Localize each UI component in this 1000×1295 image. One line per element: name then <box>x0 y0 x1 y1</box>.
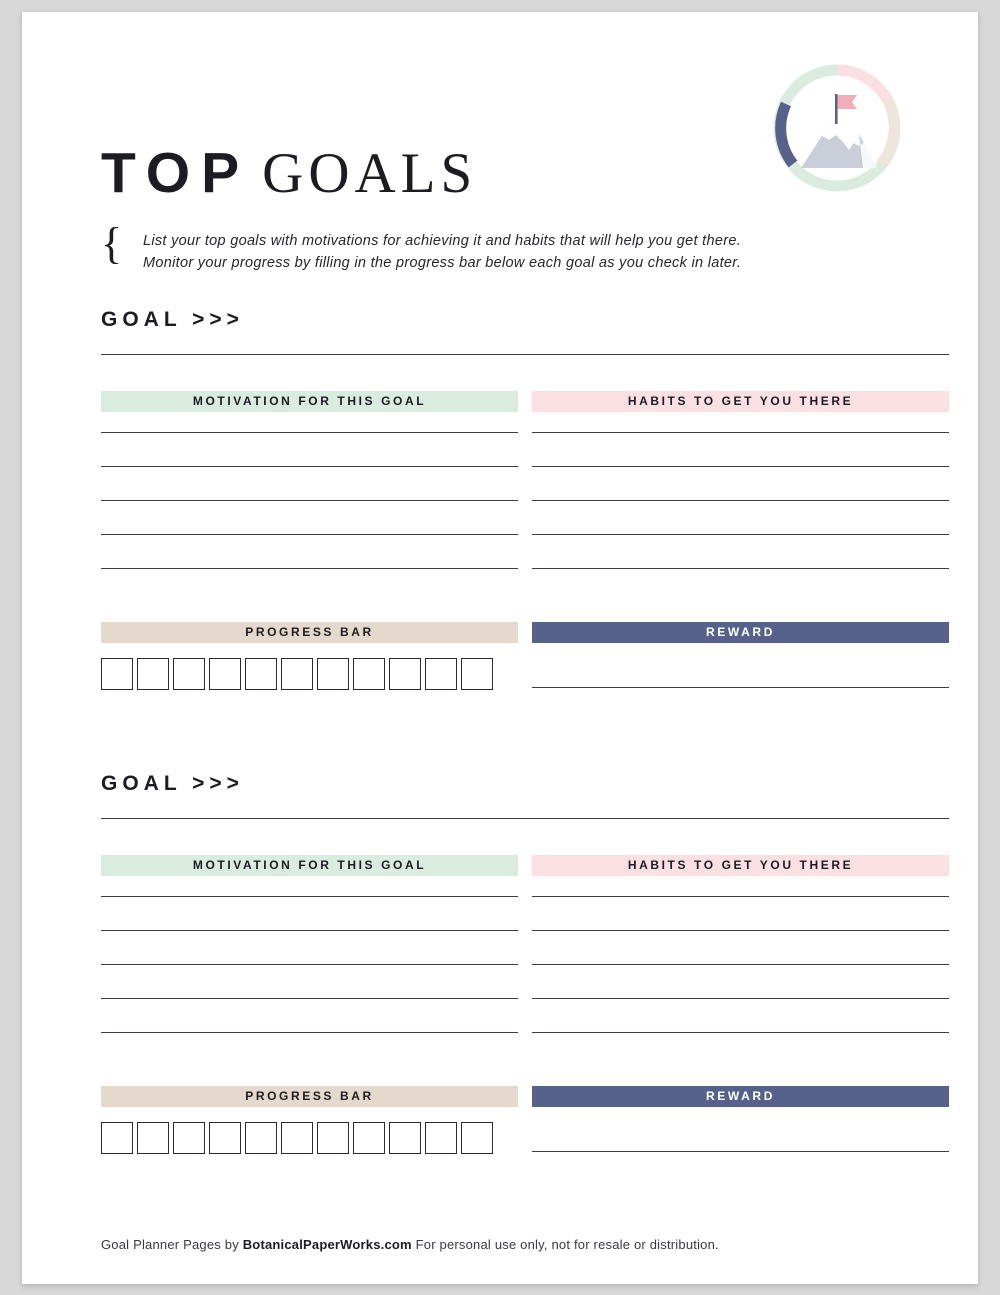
write-line[interactable] <box>532 1032 949 1033</box>
reward-column-1 <box>532 622 949 688</box>
write-line[interactable] <box>532 466 949 467</box>
write-line[interactable] <box>101 998 518 999</box>
page-title-serif: GOALS <box>262 142 478 205</box>
progress-box[interactable] <box>389 658 421 690</box>
goal-footer-1 <box>101 622 949 712</box>
goal-columns-2 <box>101 855 949 1055</box>
progress-box[interactable] <box>281 658 313 690</box>
write-line[interactable] <box>532 896 949 897</box>
progress-box[interactable] <box>317 658 349 690</box>
progress-header-2: PROGRESS BAR <box>101 1086 518 1107</box>
goal-input-line-2[interactable] <box>101 818 949 819</box>
write-line[interactable] <box>101 1032 518 1033</box>
mountain-logo-icon <box>773 64 901 192</box>
progress-box[interactable] <box>245 658 277 690</box>
habits-lines-1 <box>532 432 949 569</box>
progress-box[interactable] <box>209 658 241 690</box>
page-content <box>77 12 925 1284</box>
reward-column-2 <box>532 1086 949 1152</box>
write-line[interactable] <box>101 432 518 433</box>
goal-input-line-1[interactable] <box>101 354 949 355</box>
write-line[interactable] <box>101 466 518 467</box>
motivation-lines-1 <box>101 432 518 569</box>
write-line[interactable] <box>101 500 518 501</box>
habits-column-2 <box>532 855 949 1033</box>
goal-section-2 <box>101 772 949 1176</box>
habits-header-1: HABITS TO GET YOU THERE <box>532 391 949 412</box>
goal-footer-2 <box>101 1086 949 1176</box>
motivation-column-1 <box>101 391 518 569</box>
habits-column-1 <box>532 391 949 569</box>
goal-heading-2: GOAL >>> <box>101 772 244 795</box>
reward-header-1: REWARD <box>532 622 949 643</box>
progress-box[interactable] <box>245 1122 277 1154</box>
footer-prefix: Goal Planner Pages by <box>101 1237 243 1252</box>
progress-box[interactable] <box>101 1122 133 1154</box>
progress-column-1 <box>101 622 518 690</box>
footer-brand[interactable]: BotanicalPaperWorks.com <box>242 1237 412 1252</box>
habits-header-2: HABITS TO GET YOU THERE <box>532 855 949 876</box>
progress-box[interactable] <box>173 1122 205 1154</box>
progress-boxes-1 <box>101 658 518 690</box>
write-line[interactable] <box>532 964 949 965</box>
motivation-header-1: MOTIVATION FOR THIS GOAL <box>101 391 518 412</box>
write-line[interactable] <box>532 930 949 931</box>
progress-box[interactable] <box>317 1122 349 1154</box>
progress-header-1: PROGRESS BAR <box>101 622 518 643</box>
progress-box[interactable] <box>461 1122 493 1154</box>
page-footer <box>101 1237 719 1252</box>
motivation-lines-2 <box>101 896 518 1033</box>
write-line[interactable] <box>101 568 518 569</box>
write-line[interactable] <box>532 432 949 433</box>
progress-box[interactable] <box>281 1122 313 1154</box>
goal-heading-1: GOAL >>> <box>101 308 244 331</box>
motivation-header-2: MOTIVATION FOR THIS GOAL <box>101 855 518 876</box>
progress-box[interactable] <box>101 658 133 690</box>
progress-box[interactable] <box>353 658 385 690</box>
intro-line-2: Monitor your progress by filling in the progress bar below each goal as you check in later. <box>143 255 742 271</box>
brace-glyph: { <box>101 219 123 268</box>
write-line[interactable] <box>101 534 518 535</box>
write-line[interactable] <box>532 998 949 999</box>
progress-box[interactable] <box>425 1122 457 1154</box>
reward-input-line-1[interactable] <box>532 687 949 688</box>
printable-page <box>22 12 978 1284</box>
intro-text <box>143 230 933 274</box>
goal-columns-1 <box>101 391 949 591</box>
write-line[interactable] <box>532 534 949 535</box>
progress-box[interactable] <box>425 658 457 690</box>
progress-box[interactable] <box>137 658 169 690</box>
progress-box[interactable] <box>209 1122 241 1154</box>
reward-header-2: REWARD <box>532 1086 949 1107</box>
write-line[interactable] <box>532 568 949 569</box>
intro-line-1: List your top goals with motivations for achieving it and habits that will help you get there. <box>143 233 742 249</box>
footer-suffix: For personal use only, not for resale or distribution. <box>411 1237 719 1252</box>
write-line[interactable] <box>101 930 518 931</box>
progress-column-2 <box>101 1086 518 1154</box>
motivation-column-2 <box>101 855 518 1033</box>
progress-boxes-2 <box>101 1122 518 1154</box>
habits-lines-2 <box>532 896 949 1033</box>
write-line[interactable] <box>532 500 949 501</box>
reward-input-line-2[interactable] <box>532 1151 949 1152</box>
progress-box[interactable] <box>461 658 493 690</box>
page-title-bold: TOP <box>101 141 251 205</box>
goal-section-1 <box>101 308 949 712</box>
progress-box[interactable] <box>137 1122 169 1154</box>
progress-box[interactable] <box>389 1122 421 1154</box>
write-line[interactable] <box>101 896 518 897</box>
page-title <box>101 140 477 206</box>
progress-box[interactable] <box>173 658 205 690</box>
progress-box[interactable] <box>353 1122 385 1154</box>
write-line[interactable] <box>101 964 518 965</box>
